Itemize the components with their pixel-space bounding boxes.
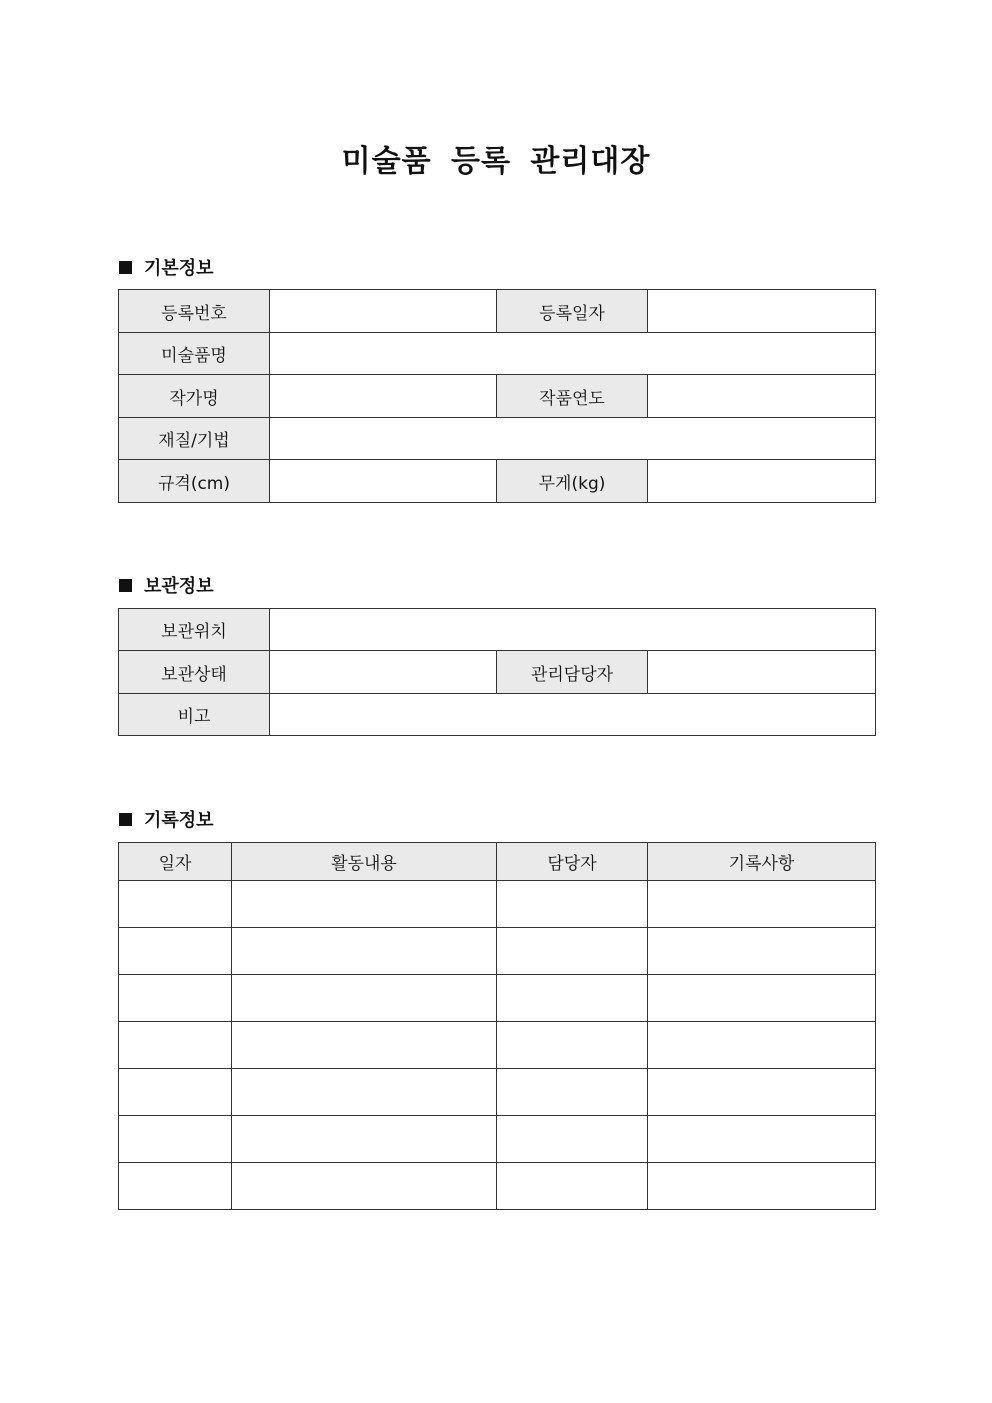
- field-record-date[interactable]: [119, 975, 232, 1022]
- field-record-date[interactable]: [119, 1069, 232, 1116]
- field-record-date[interactable]: [119, 881, 232, 928]
- field-manager[interactable]: [648, 651, 876, 694]
- field-artwork-name[interactable]: [270, 333, 876, 375]
- table-row: [119, 928, 876, 975]
- table-row: [119, 1163, 876, 1210]
- records-table: [118, 842, 876, 1210]
- label-weight: 무게(kg): [497, 460, 648, 503]
- label-manager: 관리담당자: [497, 651, 648, 694]
- field-condition[interactable]: [270, 651, 497, 694]
- field-record-person[interactable]: [497, 1163, 648, 1210]
- label-artist: 작가명: [119, 375, 270, 418]
- label-reg-date: 등록일자: [497, 290, 648, 333]
- label-artwork-name: 미술품명: [119, 333, 270, 375]
- column-header-activity: 활동내용: [232, 843, 497, 881]
- record-rows: [119, 881, 876, 1210]
- field-size[interactable]: [270, 460, 497, 503]
- field-record-notes[interactable]: [648, 1163, 876, 1210]
- field-record-person[interactable]: [497, 975, 648, 1022]
- field-record-notes[interactable]: [648, 1116, 876, 1163]
- field-year[interactable]: [648, 375, 876, 418]
- field-artist[interactable]: [270, 375, 497, 418]
- field-record-date[interactable]: [119, 928, 232, 975]
- column-header-person: 담당자: [497, 843, 648, 881]
- section-heading-storage: [119, 572, 214, 598]
- field-record-notes[interactable]: [648, 928, 876, 975]
- field-record-person[interactable]: [497, 1116, 648, 1163]
- label-material: 재질/기법: [119, 418, 270, 460]
- field-record-activity[interactable]: [232, 928, 497, 975]
- page-title: 미술품 등록 관리대장: [341, 144, 651, 179]
- square-bullet-icon: [119, 813, 132, 826]
- field-record-person[interactable]: [497, 1022, 648, 1069]
- field-record-activity[interactable]: [232, 881, 497, 928]
- field-location[interactable]: [270, 609, 876, 651]
- column-header-notes: 기록사항: [648, 843, 876, 881]
- field-record-activity[interactable]: [232, 1163, 497, 1210]
- table-row: [119, 1116, 876, 1163]
- label-reg-no: 등록번호: [119, 290, 270, 333]
- field-reg-date[interactable]: [648, 290, 876, 333]
- label-size: 규격(cm): [119, 460, 270, 503]
- field-record-notes[interactable]: [648, 1022, 876, 1069]
- field-record-date[interactable]: [119, 1163, 232, 1210]
- field-record-person[interactable]: [497, 1069, 648, 1116]
- field-material[interactable]: [270, 418, 876, 460]
- table-row: [119, 1022, 876, 1069]
- square-bullet-icon: [119, 261, 132, 274]
- field-weight[interactable]: [648, 460, 876, 503]
- field-record-activity[interactable]: [232, 975, 497, 1022]
- field-record-date[interactable]: [119, 1116, 232, 1163]
- table-row: [119, 975, 876, 1022]
- field-record-person[interactable]: [497, 928, 648, 975]
- label-location: 보관위치: [119, 609, 270, 651]
- field-record-notes[interactable]: [648, 1069, 876, 1116]
- label-remarks: 비고: [119, 694, 270, 736]
- field-record-activity[interactable]: [232, 1069, 497, 1116]
- square-bullet-icon: [119, 579, 132, 592]
- field-record-date[interactable]: [119, 1022, 232, 1069]
- table-row: [119, 881, 876, 928]
- label-condition: 보관상태: [119, 651, 270, 694]
- section-heading-basic: [119, 254, 214, 280]
- section-heading-basic-label: 기본정보: [144, 258, 214, 279]
- table-row: [119, 1069, 876, 1116]
- field-reg-no[interactable]: [270, 290, 497, 333]
- section-heading-records-label: 기록정보: [144, 810, 214, 831]
- basic-info-table: [118, 289, 876, 503]
- field-record-activity[interactable]: [232, 1116, 497, 1163]
- label-year: 작품연도: [497, 375, 648, 418]
- field-record-person[interactable]: [497, 881, 648, 928]
- field-record-notes[interactable]: [648, 975, 876, 1022]
- column-header-date: 일자: [119, 843, 232, 881]
- field-record-activity[interactable]: [232, 1022, 497, 1069]
- section-heading-storage-label: 보관정보: [144, 576, 214, 597]
- field-record-notes[interactable]: [648, 881, 876, 928]
- section-heading-records: [119, 806, 214, 832]
- field-remarks[interactable]: [270, 694, 876, 736]
- storage-info-table: [118, 608, 876, 736]
